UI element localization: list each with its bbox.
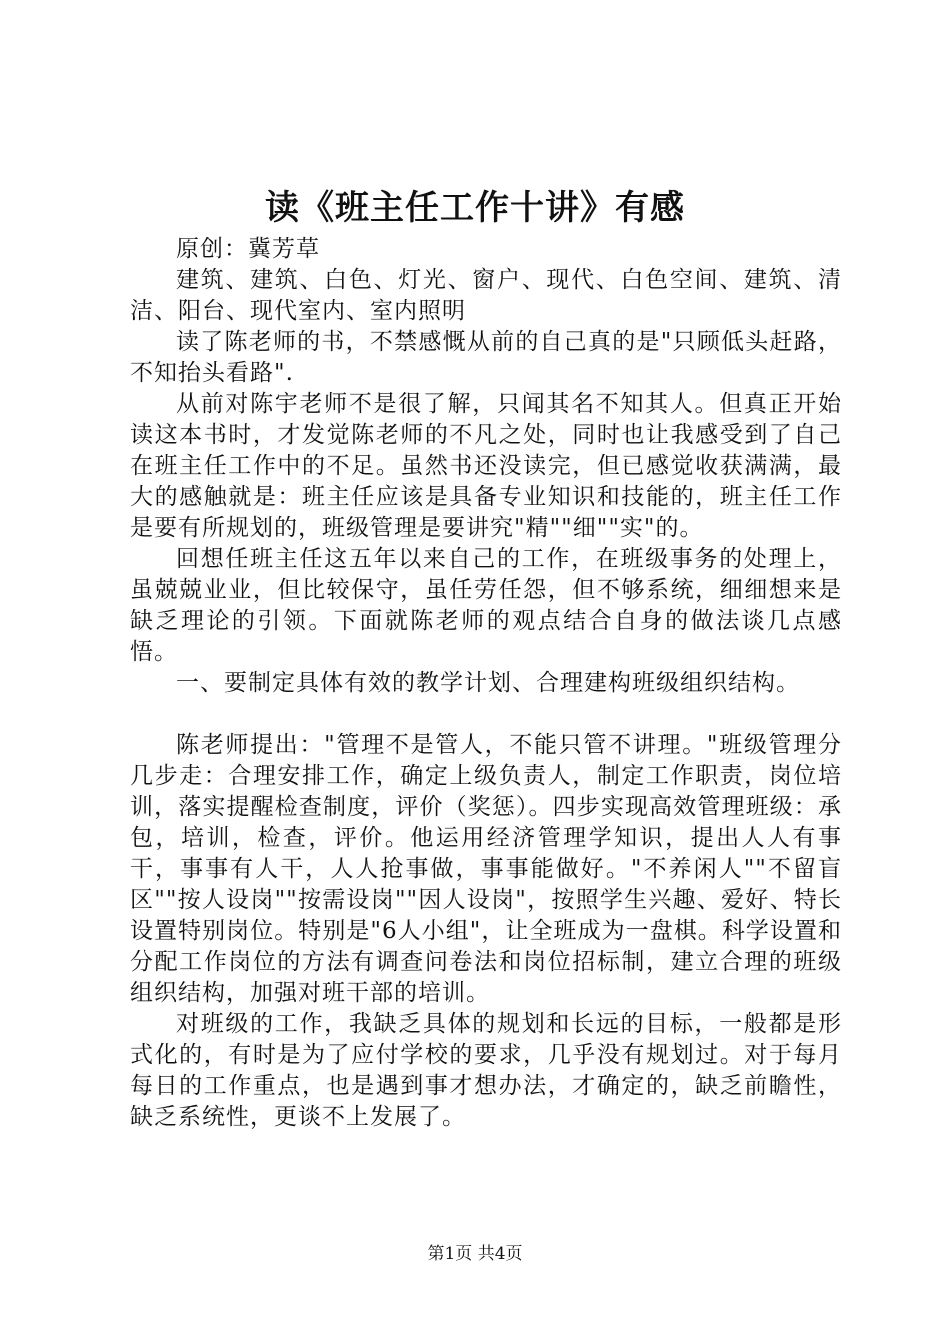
body-paragraph: 对班级的工作，我缺乏具体的规划和长远的目标，一般都是形式化的，有时是为了应付学校的要求，几乎没有规划过。对于每月每日的工作重点，也是遇到事才想办法，才确定的，缺乏前瞻性，缺乏系统性，更谈不上发展了。	[130, 1011, 842, 1130]
body-paragraph: 陈老师提出："管理不是管人，不能只管不讲理。"班级管理分几步走：合理安排工作，确定上级负责人，制定工作职责，岗位培训，落实提醒检查制度，评价（奖惩）。四步实现高效管理班级：承包，培训，检查，评价。他运用经济管理学知识，提出人人有事干，事事有人干，人人抢事做，事事能做好。"不养闲人""不留盲区""按人设岗""按需设岗""因人设岗"，按照学生兴趣、爱好、特长设置特别岗位。特别是"6人小组"，让全班成为一盘棋。科学设置和分配工作岗位的方法有调查问卷法和岗位招标制，建立合理的班级组织结构，加强对班干部的培训。	[130, 732, 842, 1006]
document-title: 读《班主任工作十讲》有感	[265, 188, 685, 228]
author-line: 原创：冀芳草	[176, 236, 320, 262]
page-number-footer: 第1页 共4页	[427, 1244, 523, 1264]
body-paragraph: 读了陈老师的书，不禁感慨从前的自己真的是"只顾低头赶路，不知抬头看路".	[130, 329, 842, 386]
body-paragraph: 回想任班主任这五年以来自己的工作，在班级事务的处理上，虽兢兢业业，但比较保守，虽任劳任怨，但不够系统，细细想来是缺乏理论的引领。下面就陈老师的观点结合自身的做法谈几点感悟。	[130, 546, 842, 665]
document-body	[130, 234, 842, 1133]
section-heading: 一、要制定具体有效的教学计划、合理建构班级组织结构。	[176, 670, 800, 696]
body-paragraph: 从前对陈宇老师不是很了解，只闻其名不知其人。但真正开始读这本书时，才发觉陈老师的不凡之处，同时也让我感受到了自己在班主任工作中的不足。虽然书还没读完，但已感觉收获满满，最大的感触就是：班主任应该是具备专业知识和技能的，班主任工作是要有所规划的，班级管理是要讲究"精""细""实"的。	[130, 391, 842, 541]
keywords-paragraph: 建筑、建筑、白色、灯光、窗户、现代、白色空间、建筑、清洁、阳台、现代室内、室内照明	[130, 267, 842, 324]
